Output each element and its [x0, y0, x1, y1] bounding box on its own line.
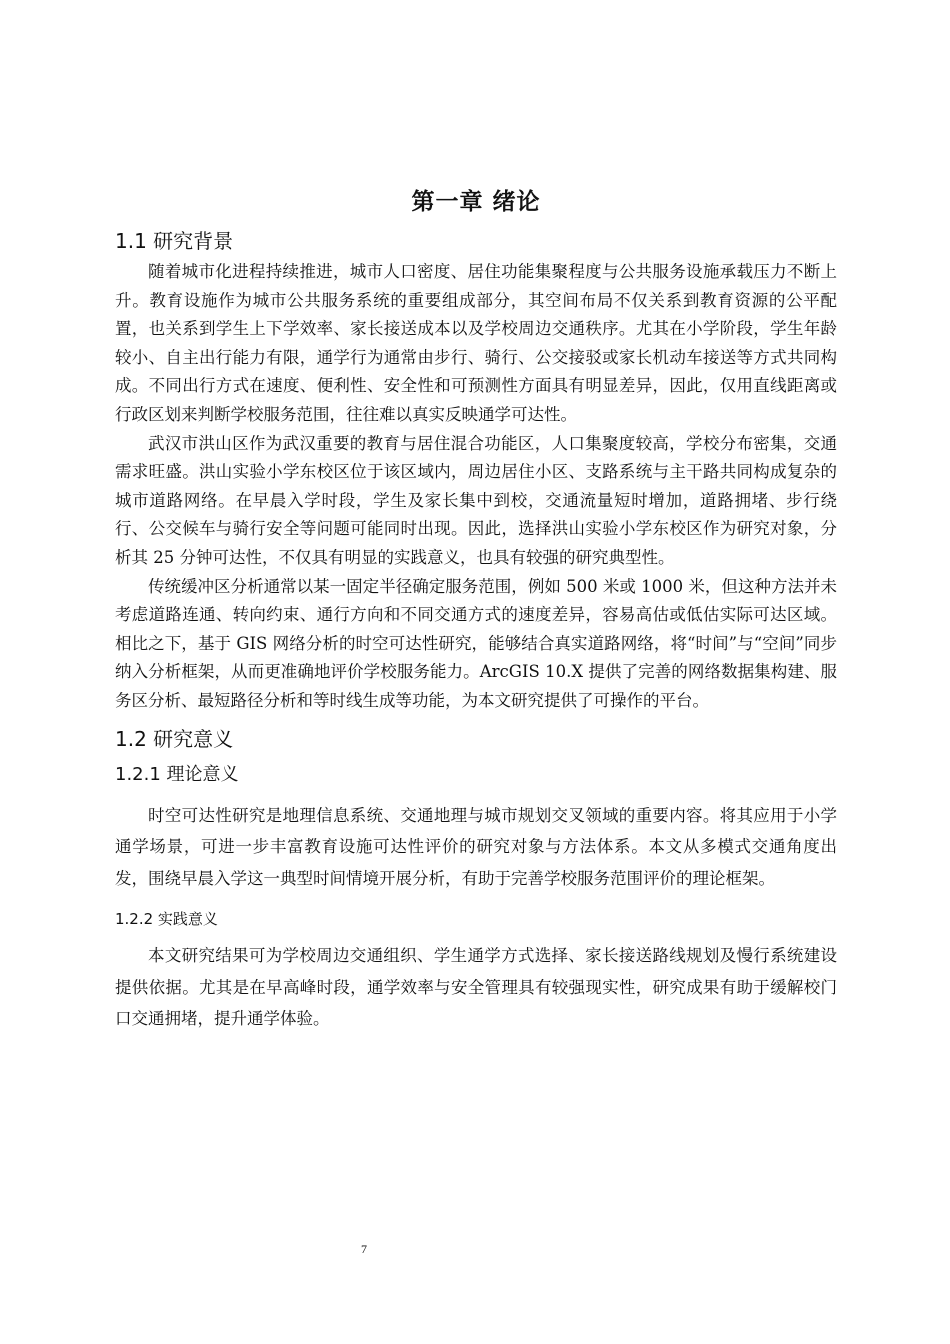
subsection-heading-1-2-1: 1.2.1 理论意义	[115, 763, 239, 785]
section-heading-1-1: 1.1 研究背景	[115, 229, 234, 253]
paragraph-background-3: 传统缓冲区分析通常以某一固定半径确定服务范围，例如 500 米或 1000 米，但这种方法并未考虑道路连通、转向约束、通行方向和不同交通方式的速度差异，容易高估或低估实际可达区域。相比之下，基于 GIS 网络分析的时空可达性研究，能够结合真实道路网络，将“时间”与“空间”同步纳入分析框架，从而更准确地评价学校服务能力。ArcGIS 10.X 提供了完善的网络数据集构建、服务区分析、最短路径分析和等时线生成等功能，为本文研究提供了可操作的平台。	[115, 576, 837, 710]
page-number: 7	[361, 1242, 367, 1256]
section-heading-1-2: 1.2 研究意义	[115, 726, 234, 751]
paragraph-background-2: 武汉市洪山区作为武汉重要的教育与居住混合功能区，人口集聚度较高，学校分布密集，交通需求旺盛。洪山实验小学东校区位于该区域内，周边居住小区、支路系统与主干路共同构成复杂的城市道路网络。在早晨入学时段，学生及家长集中到校，交通流量短时增加，道路拥堵、步行绕行、公交候车与骑行安全等问题可能同时出现。因此，选择洪山实验小学东校区作为研究对象，分析其 25 分钟可达性，不仅具有明显的实践意义，也具有较强的研究典型性。	[115, 433, 837, 567]
chapter-title: 第一章 绪论	[411, 189, 541, 215]
paragraph-background-1: 随着城市化进程持续推进，城市人口密度、居住功能集聚程度与公共服务设施承载压力不断上升。教育设施作为城市公共服务系统的重要组成部分，其空间布局不仅关系到教育资源的公平配置，也关系到学生上下学效率、家长接送成本以及学校周边交通秩序。尤其在小学阶段，学生年龄较小、自主出行能力有限，通学行为通常由步行、骑行、公交接驳或家长机动车接送等方式共同构成。不同出行方式在速度、便利性、安全性和可预测性方面具有明显差异，因此，仅用直线距离或行政区划来判断学校服务范围，往往难以真实反映通学可达性。	[115, 262, 837, 424]
page-body	[115, 182, 837, 1035]
paragraph-practical-significance: 本文研究结果可为学校周边交通组织、学生通学方式选择、家长接送路线规划及慢行系统建设提供依据。尤其是在早高峰时段，通学效率与安全管理具有较强现实性，研究成果有助于缓解校门口交通拥堵，提升通学体验。	[115, 946, 837, 1028]
paragraph-theoretical-significance: 时空可达性研究是地理信息系统、交通地理与城市规划交叉领域的重要内容。将其应用于小学通学场景，可进一步丰富教育设施可达性评价的研究对象与方法体系。本文从多模式交通角度出发，围绕早晨入学这一典型时间情境开展分析，有助于完善学校服务范围评价的理论框架。	[115, 805, 837, 888]
subsection-heading-1-2-2: 1.2.2 实践意义	[115, 910, 218, 928]
